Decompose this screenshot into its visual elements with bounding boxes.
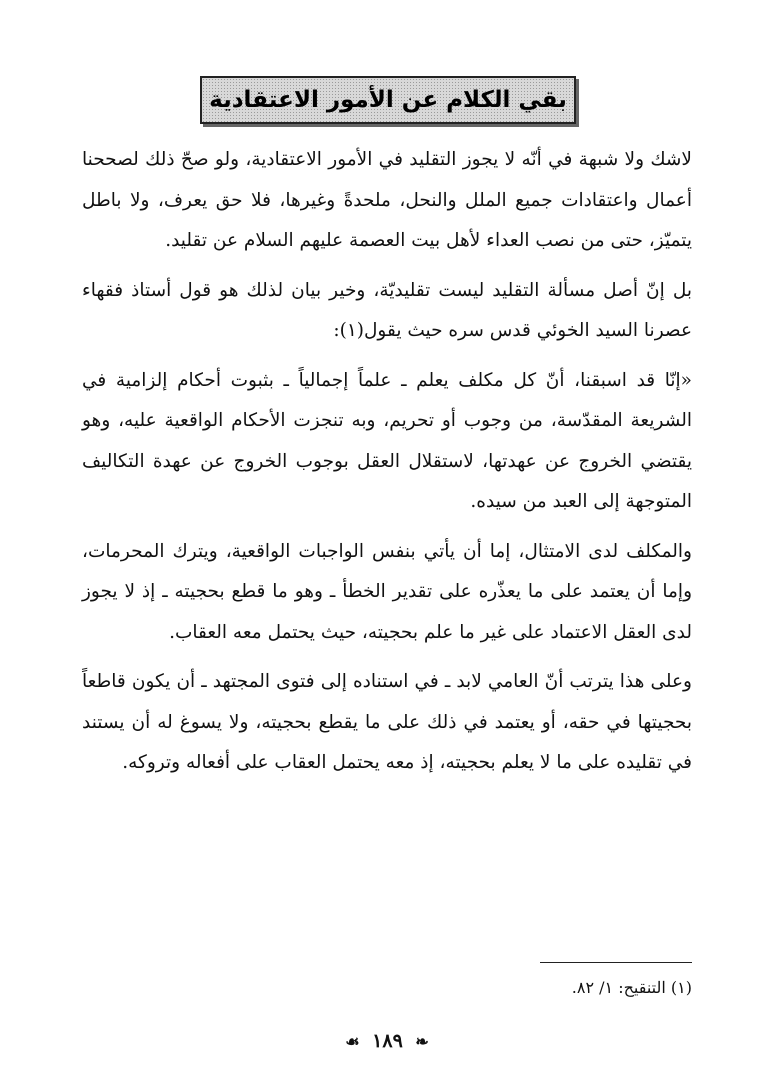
- page-number-row: [82, 1030, 692, 1052]
- section-heading: بقي الكلام عن الأمور الاعتقادية: [209, 87, 567, 113]
- page-number: ١٨٩: [372, 1030, 403, 1052]
- ornament-left-icon: ☙: [345, 1032, 360, 1051]
- paragraph-5: وعلى هذا يترتب أنّ العامي لابد ـ في استناده إلى فتوى المجتهد ـ أن يكون قاطعاً بحجيتها في حقه، أو يعتمد في ذلك على ما يقطع بحجيته، ولا يسوغ له أن يستند في تقليده على ما لا يعلم بحجيته، إذ معه يحتمل العقاب على أفعاله وتروكه.: [82, 671, 692, 773]
- heading-box: [200, 76, 576, 124]
- paragraph-4: والمكلف لدى الامتثال، إما أن يأتي بنفس الواجبات الواقعية، ويترك المحرمات، وإما أن يعتمد على ما يعذّره على تقدير الخطأ ـ وهو ما قطع بحجيته ـ إذ لا يجوز لدى العقل الاعتماد على غير ما علم بحجيته، حيث يحتمل معه العقاب.: [82, 540, 692, 643]
- paragraph-1: لاشك ولا شبهة في أنّه لا يجوز التقليد في الأمور الاعتقادية، ولو صحّ ذلك لصححنا أعمال واعتقادات جميع الملل والنحل، ملحدةً وغيرها، فلا حق يعرف، ولا باطل يتميّز، حتى من نصب العداء لأهل بيت العصمة عليهم السلام عن تقليد.: [82, 149, 692, 251]
- ornament-right-icon: ❧: [415, 1032, 429, 1051]
- paragraph-2: بل إنّ أصل مسألة التقليد ليست تقليديّة، وخير بيان لذلك هو قول أستاذ فقهاء عصرنا السيد الخوئي قدس سره حيث يقول(١):: [82, 279, 692, 341]
- body-text: [82, 140, 692, 793]
- document-page: [82, 0, 692, 1085]
- footnote: (١) التنقيح: ١/ ٨٢.: [571, 978, 692, 997]
- footnote-divider: [540, 962, 692, 963]
- paragraph-3-quote: «إنّا قد اسبقنا، أنّ كل مكلف يعلم ـ علماً إجمالياً ـ بثبوت أحكام إلزامية في الشريعة المقدّسة، من وجوب أو تحريم، وبه تنجزت الأحكام الواقعية عليه، وهو يقتضي الخروج عن عهدتها، لاستقلال العقل بوجوب الخروج عن عهدة التكاليف المتوجهة إلى العبد من سيده.: [82, 369, 692, 512]
